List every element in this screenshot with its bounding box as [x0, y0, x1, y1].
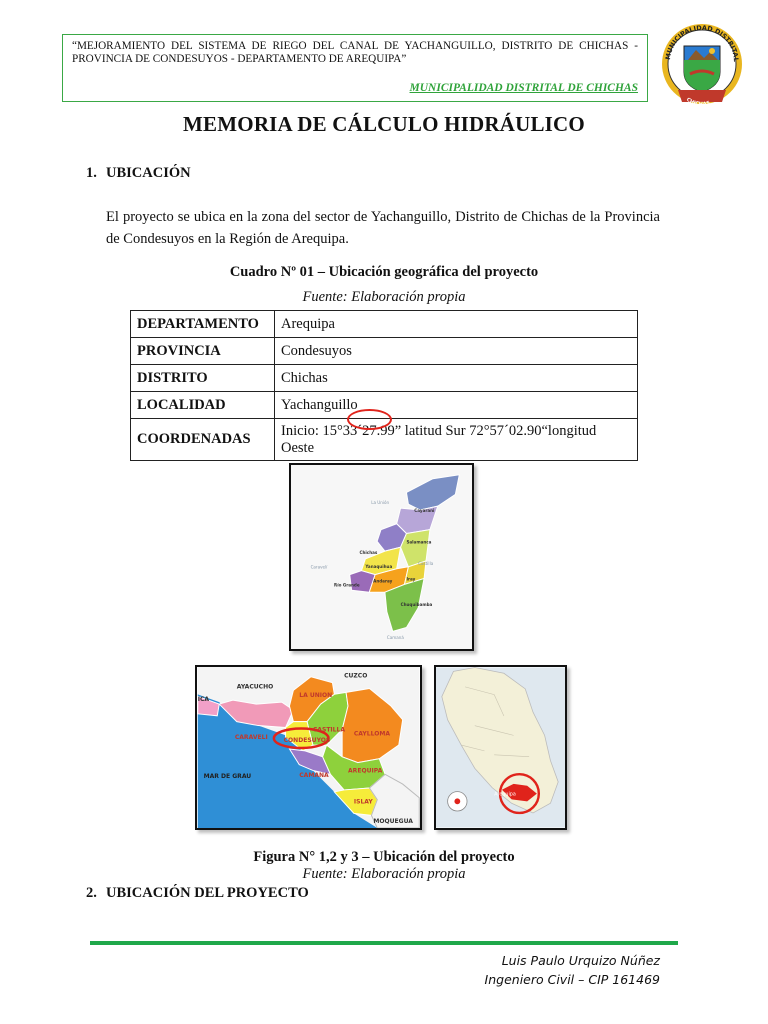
map1-label: La Unión — [371, 500, 390, 506]
map1-label: Cayarani — [414, 507, 435, 513]
table-row — [131, 338, 638, 365]
map1-label: Chuquibamba — [400, 601, 433, 607]
row-value: Yachanguillo — [275, 392, 638, 419]
map1-label: Caravelí — [310, 564, 328, 570]
map2-label: AYACUCHO — [236, 683, 274, 691]
location-paragraph: El proyecto se ubica en la zona del sector de Yachanguillo, Distrito de Chichas de la Provincia de Condesuyos en la Región de Arequipa. — [106, 209, 660, 247]
map3-label: Arequipa — [494, 792, 516, 798]
row-value: Condesuyos — [275, 338, 638, 365]
section-1-title: UBICACIÓN — [106, 165, 191, 181]
table-source: Fuente: Elaboración propia — [302, 289, 466, 305]
map2-label: CONDESUYOS — [283, 737, 331, 745]
figure-caption: Figura N° 1,2 y 3 – Ubicación del proyecto — [253, 849, 515, 865]
section-2-title: UBICACIÓN DEL PROYECTO — [106, 885, 309, 901]
map1-label: Chichas — [359, 550, 378, 556]
location-table — [130, 310, 638, 461]
row-value: Chichas — [275, 365, 638, 392]
municipality-name: MUNICIPALIDAD DISTRITAL DE CHICHAS — [409, 82, 638, 94]
map2-label: CASTILLA — [312, 726, 346, 734]
row-value: Inicio: 15°33´27.99” latitud Sur 72°57´02.90“longitud Oeste — [275, 419, 638, 461]
author-credential: Ingeniero Civil – CIP 161469 — [484, 972, 660, 987]
map1-label: Iray — [406, 576, 416, 582]
table-caption: Cuadro Nº 01 – Ubicación geográfica del proyecto — [229, 264, 539, 280]
row-label: PROVINCIA — [131, 338, 275, 365]
condesuyos-district-map — [289, 463, 474, 651]
author-name: Luis Paulo Urquizo Núñez — [501, 953, 660, 968]
map2-label: ISLAY — [353, 798, 373, 806]
map2-label: CAYLLOMA — [353, 730, 391, 738]
map1-label: Andaray — [373, 578, 393, 584]
row-label: LOCALIDAD — [131, 392, 275, 419]
table-row — [131, 365, 638, 392]
row-value: Arequipa — [275, 311, 638, 338]
map2-label: MAR DE GRAU — [203, 773, 252, 781]
map2-label: AREQUIPA — [348, 767, 383, 775]
peru-location-map — [434, 665, 567, 830]
arequipa-province-map — [195, 665, 422, 830]
map2-label: ICA — [197, 696, 210, 704]
row-label: DISTRITO — [131, 365, 275, 392]
map2-label: CAMANA — [299, 772, 329, 780]
coordinate-highlight-circle — [347, 409, 392, 430]
logo-ring-text: MUNICIPALIDAD DISTRITAL — [663, 23, 741, 63]
map1-label: Salamanca — [406, 539, 432, 545]
map2-label: MOQUEGUA — [373, 818, 413, 826]
project-title: “MEJORAMIENTO DEL SISTEMA DE RIEGO DEL CANAL DE YACHANGUILLO, DISTRITO DE CHICHAS - PROVINCIA DE CONDESUYOS - DEPARTAMENTO DE AREQUIPA” — [72, 40, 638, 65]
map1-label: Río Grande — [334, 582, 360, 588]
map1-label: Yanaquihua — [365, 563, 393, 569]
row-label: COORDENADAS — [131, 419, 275, 461]
section-2-number: 2. — [86, 885, 97, 901]
map2-label: LA UNION — [299, 692, 333, 700]
footer-divider — [90, 941, 678, 945]
map2-label: CUZCO — [344, 672, 368, 680]
table-row — [131, 311, 638, 338]
document-title: MEMORIA DE CÁLCULO HIDRÁULICO — [183, 112, 585, 136]
section-1-number: 1. — [86, 165, 97, 181]
figure-source: Fuente: Elaboración propia — [302, 866, 466, 882]
row-label: DEPARTAMENTO — [131, 311, 275, 338]
map1-label: Castilla — [418, 560, 434, 566]
municipality-logo — [660, 16, 744, 114]
map1-label: Camaná — [386, 635, 404, 641]
map2-label: CARAVELI — [234, 734, 268, 742]
logo-ribbon-text: CHICHAS — [685, 96, 711, 108]
